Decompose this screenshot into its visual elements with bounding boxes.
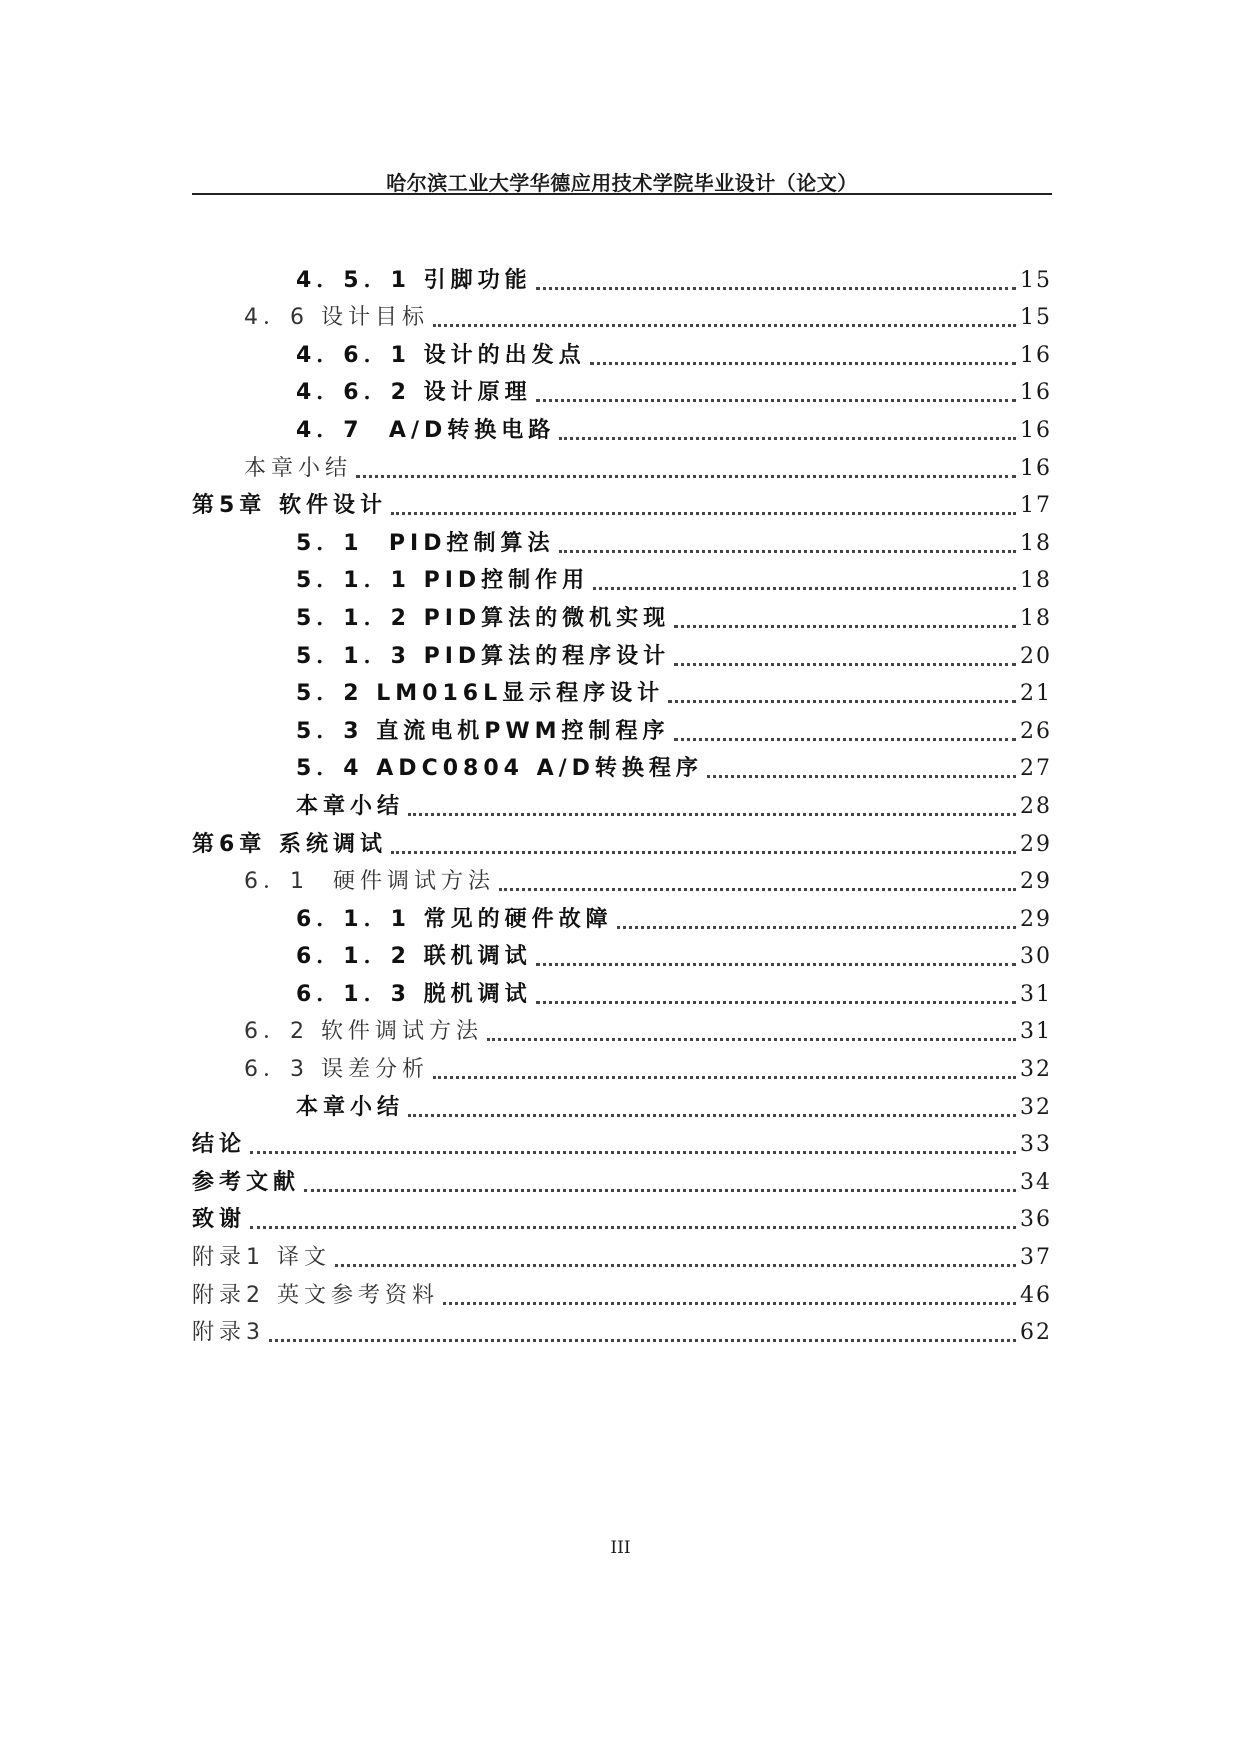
toc-entry-label: 5．1．2 PID算法的微机实现 xyxy=(296,605,671,631)
toc-entry[interactable] xyxy=(192,408,1052,446)
toc-leader-dots xyxy=(433,1076,1016,1079)
toc-entry-page: 31 xyxy=(1020,1019,1052,1045)
page-number: III xyxy=(610,1538,631,1558)
toc-entry-page: 46 xyxy=(1020,1282,1052,1308)
toc-entry-page: 16 xyxy=(1020,417,1052,443)
toc-entry-page: 26 xyxy=(1020,718,1052,744)
toc-leader-dots xyxy=(707,775,1016,778)
toc-entry-label: 6．1．3 脱机调试 xyxy=(296,981,532,1007)
toc-entry[interactable] xyxy=(192,672,1052,710)
toc-entry-label: 5．1．3 PID算法的程序设计 xyxy=(296,643,671,669)
toc-entry[interactable] xyxy=(192,747,1052,785)
toc-entry-label: 6．1 硬件调试方法 xyxy=(244,869,495,895)
toc-entry[interactable] xyxy=(192,1123,1052,1161)
toc-entry[interactable] xyxy=(192,1273,1052,1311)
toc-entry-page: 16 xyxy=(1020,455,1052,481)
toc-entry[interactable] xyxy=(192,258,1052,296)
toc-entry-page: 31 xyxy=(1020,981,1052,1007)
toc-entry-label: 4．5．1 引脚功能 xyxy=(296,267,532,293)
toc-entry[interactable] xyxy=(192,1010,1052,1048)
toc-leader-dots xyxy=(536,1001,1016,1004)
toc-entry-label: 结论 xyxy=(192,1132,247,1158)
toc-entry[interactable] xyxy=(192,446,1052,484)
toc-entry-page: 30 xyxy=(1020,944,1052,970)
toc-leader-dots xyxy=(674,625,1016,628)
toc-entry-label: 5．1 PID控制算法 xyxy=(296,530,555,556)
toc-entry[interactable] xyxy=(192,521,1052,559)
toc-leader-dots xyxy=(674,738,1016,741)
toc-entry[interactable] xyxy=(192,709,1052,747)
toc-entry-page: 16 xyxy=(1020,380,1052,406)
toc-entry-label: 4．6．1 设计的出发点 xyxy=(296,342,586,368)
toc-entry[interactable] xyxy=(192,860,1052,898)
toc-leader-dots xyxy=(408,813,1016,816)
toc-entry[interactable] xyxy=(192,972,1052,1010)
toc-entry-page: 20 xyxy=(1020,643,1052,669)
toc-entry[interactable] xyxy=(192,1311,1052,1349)
toc-entry-label: 5．2 LM016L显示程序设计 xyxy=(296,681,665,707)
toc-entry[interactable] xyxy=(192,559,1052,597)
toc-entry[interactable] xyxy=(192,897,1052,935)
toc-leader-dots xyxy=(559,437,1016,440)
toc-entry[interactable] xyxy=(192,1235,1052,1273)
toc-entry-label: 5．3 直流电机PWM控制程序 xyxy=(296,718,670,744)
toc-entry-page: 21 xyxy=(1020,681,1052,707)
toc-entry[interactable] xyxy=(192,296,1052,334)
toc-entry-label: 第5章 软件设计 xyxy=(192,493,387,519)
toc-entry-label: 本章小结 xyxy=(296,793,405,819)
table-of-contents xyxy=(192,258,1052,1348)
toc-entry-label: 附录1 译文 xyxy=(192,1245,331,1271)
toc-leader-dots xyxy=(487,1038,1016,1041)
toc-entry-page: 62 xyxy=(1020,1320,1052,1346)
toc-leader-dots xyxy=(356,475,1016,478)
toc-entry-label: 6．1．2 联机调试 xyxy=(296,944,532,970)
toc-entry-page: 32 xyxy=(1020,1057,1052,1083)
toc-entry-page: 15 xyxy=(1020,305,1052,331)
header-rule xyxy=(192,193,1052,195)
toc-entry-page: 32 xyxy=(1020,1094,1052,1120)
toc-leader-dots xyxy=(536,287,1016,290)
toc-entry-page: 33 xyxy=(1020,1132,1052,1158)
toc-entry-page: 18 xyxy=(1020,530,1052,556)
toc-leader-dots xyxy=(250,1226,1016,1229)
toc-leader-dots xyxy=(536,399,1016,402)
toc-entry[interactable] xyxy=(192,484,1052,522)
toc-entry-label: 参考文献 xyxy=(192,1169,301,1195)
toc-entry-page: 29 xyxy=(1020,906,1052,932)
toc-leader-dots xyxy=(304,1189,1016,1192)
toc-entry-label: 第6章 系统调试 xyxy=(192,831,387,857)
toc-entry-page: 36 xyxy=(1020,1207,1052,1233)
page-header-title: 哈尔滨工业大学华德应用技术学院毕业设计（论文） xyxy=(386,171,858,195)
toc-entry-label: 6．1．1 常见的硬件故障 xyxy=(296,906,613,932)
toc-entry[interactable] xyxy=(192,1160,1052,1198)
toc-entry[interactable] xyxy=(192,371,1052,409)
toc-entry-label: 本章小结 xyxy=(296,1094,405,1120)
toc-leader-dots xyxy=(391,851,1016,854)
toc-entry-page: 34 xyxy=(1020,1169,1052,1195)
toc-entry-label: 致谢 xyxy=(192,1207,247,1233)
toc-entry-page: 16 xyxy=(1020,342,1052,368)
toc-entry-page: 29 xyxy=(1020,831,1052,857)
toc-entry-page: 37 xyxy=(1020,1245,1052,1271)
toc-entry[interactable] xyxy=(192,822,1052,860)
toc-entry-page: 18 xyxy=(1020,605,1052,631)
toc-entry-label: 本章小结 xyxy=(244,455,353,481)
toc-entry-page: 28 xyxy=(1020,793,1052,819)
toc-entry-label: 5．1．1 PID控制作用 xyxy=(296,568,590,594)
toc-entry-page: 29 xyxy=(1020,869,1052,895)
toc-entry-label: 6．2 软件调试方法 xyxy=(244,1019,483,1045)
toc-entry-label: 附录2 英文参考资料 xyxy=(192,1282,439,1308)
toc-entry[interactable] xyxy=(192,1198,1052,1236)
toc-entry[interactable] xyxy=(192,596,1052,634)
toc-entry[interactable] xyxy=(192,1085,1052,1123)
toc-leader-dots xyxy=(668,700,1016,703)
toc-entry[interactable] xyxy=(192,784,1052,822)
toc-entry-label: 4．6．2 设计原理 xyxy=(296,380,532,406)
toc-entry-label: 4．6 设计目标 xyxy=(244,305,429,331)
toc-leader-dots xyxy=(590,362,1016,365)
toc-leader-dots xyxy=(593,587,1016,590)
toc-leader-dots xyxy=(250,1151,1016,1154)
toc-leader-dots xyxy=(433,324,1016,327)
toc-leader-dots xyxy=(536,963,1016,966)
toc-entry[interactable] xyxy=(192,634,1052,672)
toc-entry-page: 27 xyxy=(1020,756,1052,782)
toc-entry[interactable] xyxy=(192,1047,1052,1085)
toc-entry[interactable] xyxy=(192,935,1052,973)
toc-entry-label: 6．3 误差分析 xyxy=(244,1057,429,1083)
toc-entry[interactable] xyxy=(192,333,1052,371)
toc-leader-dots xyxy=(559,550,1016,553)
toc-entry-page: 18 xyxy=(1020,568,1052,594)
toc-entry-label: 4．7 A/D转换电路 xyxy=(296,417,556,443)
toc-entry-page: 15 xyxy=(1020,267,1052,293)
toc-leader-dots xyxy=(269,1339,1016,1342)
toc-entry-label: 附录3 xyxy=(192,1320,265,1346)
toc-leader-dots xyxy=(335,1264,1016,1267)
toc-leader-dots xyxy=(391,512,1016,515)
toc-leader-dots xyxy=(499,888,1016,891)
toc-leader-dots xyxy=(617,926,1016,929)
toc-leader-dots xyxy=(408,1114,1016,1117)
toc-leader-dots xyxy=(443,1302,1016,1305)
toc-entry-label: 5．4 ADC0804 A/D转换程序 xyxy=(296,756,703,782)
toc-entry-page: 17 xyxy=(1020,493,1052,519)
toc-leader-dots xyxy=(674,663,1016,666)
